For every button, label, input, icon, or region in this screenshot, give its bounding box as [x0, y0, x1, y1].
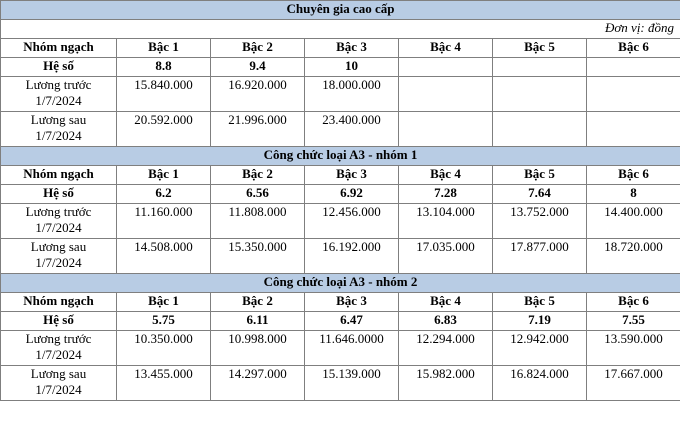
salary-before-row [1, 204, 680, 239]
unit-note: Đơn vị: đồng [1, 20, 680, 39]
coefficient-cell: 10 [305, 58, 399, 77]
salary-cell: 13.455.000 [117, 366, 211, 401]
column-header: Bậc 2 [211, 293, 305, 312]
column-header: Bậc 4 [399, 39, 493, 58]
coefficient-cell: 6.11 [211, 312, 305, 331]
salary-cell: 12.942.000 [493, 331, 587, 366]
column-header-row [1, 39, 680, 58]
row-label: Lương trước 1/7/2024 [1, 204, 117, 239]
column-header: Nhóm ngạch [1, 293, 117, 312]
column-header: Bậc 5 [493, 39, 587, 58]
salary-after-row [1, 239, 680, 274]
column-header: Nhóm ngạch [1, 166, 117, 185]
coefficient-cell: 7.55 [587, 312, 680, 331]
column-header: Bậc 3 [305, 166, 399, 185]
coefficient-cell: 6.92 [305, 185, 399, 204]
section-title-row [1, 1, 680, 20]
column-header: Bậc 3 [305, 39, 399, 58]
salary-cell [399, 77, 493, 112]
column-header: Bậc 1 [117, 39, 211, 58]
row-label: Lương sau 1/7/2024 [1, 112, 117, 147]
unit-note-row [1, 20, 680, 39]
salary-cell [587, 112, 680, 147]
coefficient-row [1, 58, 680, 77]
salary-cell: 10.350.000 [117, 331, 211, 366]
salary-cell [587, 77, 680, 112]
coefficient-cell [587, 58, 680, 77]
salary-cell: 14.400.000 [587, 204, 680, 239]
salary-cell: 12.294.000 [399, 331, 493, 366]
column-header: Nhóm ngạch [1, 39, 117, 58]
column-header: Bậc 1 [117, 293, 211, 312]
salary-cell: 15.982.000 [399, 366, 493, 401]
salary-cell: 14.297.000 [211, 366, 305, 401]
section-title: Công chức loại A3 - nhóm 1 [1, 147, 680, 166]
salary-cell: 11.646.0000 [305, 331, 399, 366]
salary-cell: 18.000.000 [305, 77, 399, 112]
row-label: Lương sau 1/7/2024 [1, 366, 117, 401]
column-header: Bậc 5 [493, 166, 587, 185]
salary-table-body [1, 1, 680, 401]
coefficient-row [1, 312, 680, 331]
salary-cell: 13.752.000 [493, 204, 587, 239]
salary-cell: 15.350.000 [211, 239, 305, 274]
salary-after-row [1, 112, 680, 147]
section-title-row [1, 274, 680, 293]
coefficient-cell: 5.75 [117, 312, 211, 331]
column-header: Bậc 4 [399, 166, 493, 185]
salary-cell: 16.824.000 [493, 366, 587, 401]
salary-cell: 14.508.000 [117, 239, 211, 274]
coefficient-cell: 8 [587, 185, 680, 204]
column-header: Bậc 6 [587, 39, 680, 58]
coefficient-cell [493, 58, 587, 77]
coefficient-cell: 7.64 [493, 185, 587, 204]
salary-cell: 10.998.000 [211, 331, 305, 366]
coefficient-cell: 7.28 [399, 185, 493, 204]
column-header-row [1, 166, 680, 185]
coefficient-cell [399, 58, 493, 77]
salary-before-row [1, 77, 680, 112]
salary-cell: 13.590.000 [587, 331, 680, 366]
coefficient-row [1, 185, 680, 204]
salary-before-row [1, 331, 680, 366]
row-label: Lương trước 1/7/2024 [1, 77, 117, 112]
column-header: Bậc 6 [587, 293, 680, 312]
coefficient-cell: 6.56 [211, 185, 305, 204]
row-label: Hệ số [1, 58, 117, 77]
salary-cell: 13.104.000 [399, 204, 493, 239]
coefficient-cell: 8.8 [117, 58, 211, 77]
column-header: Bậc 1 [117, 166, 211, 185]
coefficient-cell: 6.2 [117, 185, 211, 204]
salary-cell: 17.877.000 [493, 239, 587, 274]
salary-cell: 15.139.000 [305, 366, 399, 401]
salary-after-row [1, 366, 680, 401]
salary-cell: 12.456.000 [305, 204, 399, 239]
salary-cell [493, 77, 587, 112]
salary-cell: 11.160.000 [117, 204, 211, 239]
coefficient-cell: 7.19 [493, 312, 587, 331]
salary-cell [399, 112, 493, 147]
salary-cell [493, 112, 587, 147]
salary-cell: 16.920.000 [211, 77, 305, 112]
column-header: Bậc 5 [493, 293, 587, 312]
coefficient-cell: 9.4 [211, 58, 305, 77]
section-title: Công chức loại A3 - nhóm 2 [1, 274, 680, 293]
salary-cell: 20.592.000 [117, 112, 211, 147]
salary-cell: 23.400.000 [305, 112, 399, 147]
column-header: Bậc 2 [211, 39, 305, 58]
row-label: Hệ số [1, 185, 117, 204]
coefficient-cell: 6.47 [305, 312, 399, 331]
row-label: Lương trước 1/7/2024 [1, 331, 117, 366]
section-title: Chuyên gia cao cấp [1, 1, 680, 20]
salary-cell: 11.808.000 [211, 204, 305, 239]
salary-cell: 21.996.000 [211, 112, 305, 147]
salary-cell: 17.667.000 [587, 366, 680, 401]
column-header-row [1, 293, 680, 312]
column-header: Bậc 3 [305, 293, 399, 312]
salary-cell: 15.840.000 [117, 77, 211, 112]
row-label: Lương sau 1/7/2024 [1, 239, 117, 274]
section-title-row [1, 147, 680, 166]
column-header: Bậc 6 [587, 166, 680, 185]
salary-cell: 16.192.000 [305, 239, 399, 274]
salary-cell: 18.720.000 [587, 239, 680, 274]
row-label: Hệ số [1, 312, 117, 331]
salary-cell: 17.035.000 [399, 239, 493, 274]
column-header: Bậc 2 [211, 166, 305, 185]
column-header: Bậc 4 [399, 293, 493, 312]
coefficient-cell: 6.83 [399, 312, 493, 331]
